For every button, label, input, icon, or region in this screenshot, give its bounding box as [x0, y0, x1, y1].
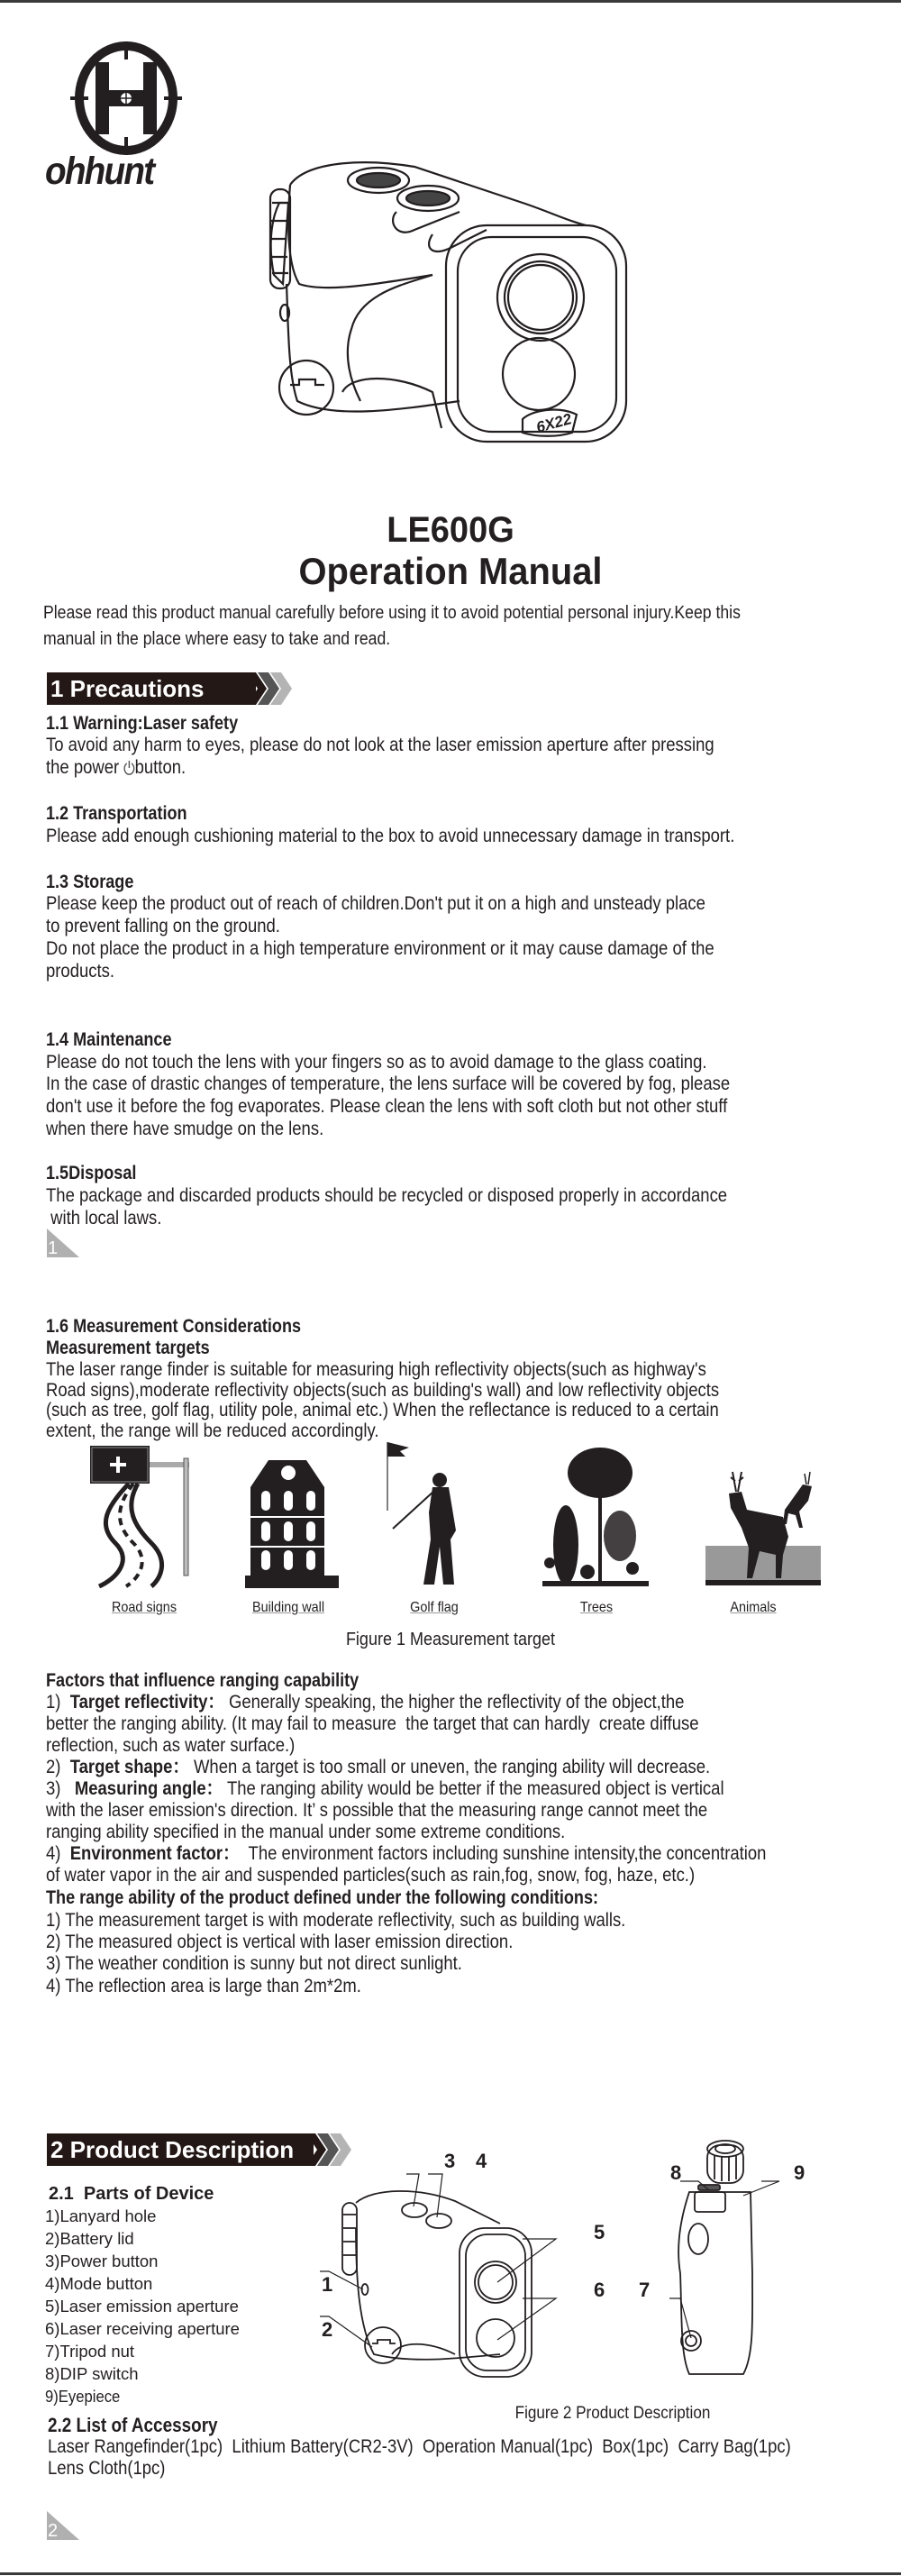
accessory-list: Lens Cloth(1pc) — [48, 2458, 166, 2479]
heading-1-1: 1.1 Warning:Laser safety — [46, 713, 239, 734]
body-text: (such as tree, golf flag, utility pole, animal etc.) When the reflectance is reduced to a certain — [46, 1400, 719, 1420]
condition-item: 2) The measured object is vertical with laser emission direction. — [46, 1932, 514, 1952]
section-title: 2 Product Description — [47, 2133, 314, 2166]
heading-1-2: 1.2 Transportation — [46, 803, 187, 824]
factor-text: The environment factors including sunshine intensity,the concentration — [239, 1843, 767, 1864]
accessory-list: Laser Rangefinder(1pc) Lithium Battery(CR2-3V) Operation Manual(1pc) Box(1pc) Carry Bag(1pc) — [48, 2436, 791, 2457]
heading-1-4: 1.4 Maintenance — [46, 1029, 172, 1050]
brand-logo — [36, 40, 207, 202]
factor-item — [46, 1778, 724, 1800]
body-text: of water vapor in the air and suspended particles(such as rain,fog, snow, fog, haze, etc.) — [46, 1865, 696, 1886]
body-text — [46, 757, 186, 779]
bottom-border — [0, 2572, 901, 2575]
body-text: products. — [46, 961, 115, 982]
parts-diagram — [320, 2138, 824, 2390]
target-label-road-signs: Road signs — [111, 1600, 177, 1615]
target-label-golf-flag: Golf flag — [410, 1600, 459, 1615]
callout-9: 9 — [794, 2161, 805, 2184]
part-item: 7)Tripod nut — [45, 2342, 135, 2361]
factor-label: Target shape： — [69, 1757, 189, 1777]
deer-illustration — [705, 1465, 832, 1586]
condition-item: 1) The measurement target is with moderate reflectivity, such as building walls. — [46, 1910, 626, 1931]
part-item: 6)Laser receiving aperture — [45, 2319, 240, 2338]
body-text: ranging ability specified in the manual under some extreme conditions. — [46, 1822, 566, 1842]
subheading-measurement-targets: Measurement targets — [46, 1338, 210, 1358]
page-number: 2 — [48, 2521, 59, 2541]
part-item: 3)Power button — [45, 2252, 159, 2270]
crosshair-h-logo-icon — [36, 40, 207, 157]
factor-number: 1) — [46, 1692, 70, 1713]
intro-line: Please read this product manual carefully before using it to avoid potential personal injury.Keep this — [43, 602, 741, 623]
section-header-product-description — [47, 2133, 353, 2166]
body-text: to prevent falling on the ground. — [46, 916, 280, 936]
condition-item: 4) The reflection area is large than 2m*2m. — [46, 1976, 361, 1996]
figure-1-caption: Figure 1 Measurement target — [345, 1630, 556, 1649]
part-item: 8)DIP switch — [45, 2364, 139, 2383]
factor-text: When a target is too small or uneven, the ranging ability will decrease. — [188, 1757, 711, 1777]
part-item: 9)Eyepiece — [45, 2387, 121, 2406]
text-span: button. — [134, 757, 187, 778]
body-text: In the case of drastic changes of temperature, the lens surface will be covered by fog, please — [46, 1073, 731, 1094]
heading-1-3: 1.3 Storage — [46, 872, 134, 892]
part-item: 4)Mode button — [45, 2274, 153, 2293]
callout-3: 3 — [444, 2150, 456, 2172]
callout-1: 1 — [322, 2273, 333, 2296]
chevron-arrows-icon — [247, 672, 303, 705]
top-border — [0, 0, 901, 3]
callout-5: 5 — [594, 2221, 605, 2243]
body-text: with local laws. — [46, 1208, 162, 1229]
section-title: 1 Precautions — [47, 672, 256, 705]
part-item: 5)Laser emission aperture — [45, 2297, 239, 2316]
heading-1-5: 1.5Disposal — [46, 1163, 137, 1183]
callout-2: 2 — [322, 2318, 333, 2341]
section-header-precautions — [47, 672, 299, 705]
body-text: The package and discarded products should be recycled or disposed properly in accordance — [46, 1185, 728, 1206]
body-text: better the ranging ability. (It may fail to measure the target that can hardly create diffuse — [46, 1713, 699, 1734]
body-text: Please do not touch the lens with your fingers so as to avoid damage to the glass coating. — [46, 1052, 707, 1073]
factor-text: Generally speaking, the higher the reflectivity of the object,the — [223, 1692, 685, 1713]
body-text: Do not place the product in a high temperature environment or it may cause damage of the — [46, 938, 714, 959]
part-item: 1)Lanyard hole — [45, 2206, 157, 2225]
target-label-building-wall: Building wall — [251, 1600, 325, 1615]
factor-text: The ranging ability would be better if the measured object is vertical — [223, 1778, 724, 1799]
callout-6: 6 — [594, 2279, 605, 2301]
body-text: Please add enough cushioning material to the box to avoid unnecessary damage in transport. — [46, 826, 735, 846]
model-title: LE600G — [387, 510, 514, 550]
factor-item — [46, 1692, 684, 1713]
target-label-trees: Trees — [579, 1600, 614, 1615]
body-text: Road signs),moderate reflectivity objects(such as building's wall) and low reflectivity objects — [46, 1380, 720, 1401]
factor-label: Target reflectivity： — [69, 1692, 224, 1713]
page-title: Operation Manual — [298, 550, 603, 592]
callout-7: 7 — [639, 2279, 651, 2301]
rangefinder-illustration — [252, 149, 649, 446]
body-text: reflection, such as water surface.) — [46, 1735, 296, 1756]
brand-wordmark: ohhunt — [45, 150, 154, 193]
heading-conditions: The range ability of the product defined under the following conditions: — [46, 1887, 599, 1908]
figure-2-caption: Figure 2 Product Description — [514, 2404, 711, 2423]
product-badge: 6X22 — [534, 410, 574, 436]
building-illustration — [245, 1460, 339, 1588]
page-number-marker — [47, 2511, 79, 2540]
intro-line: manual in the place where easy to take and read. — [43, 628, 391, 649]
page-number: 1 — [48, 1238, 59, 1258]
body-text: extent, the range will be reduced accordingly. — [46, 1420, 379, 1441]
condition-item: 3) The weather condition is sunny but not direct sunlight. — [46, 1953, 462, 1974]
callout-8: 8 — [670, 2161, 682, 2184]
heading-factors: Factors that influence ranging capability — [46, 1670, 359, 1691]
target-label-animals: Animals — [730, 1600, 777, 1615]
factor-item — [46, 1757, 710, 1778]
heading-2-2: 2.2 List of Accessory — [48, 2414, 218, 2436]
text-span: the power — [46, 757, 124, 778]
factor-number: 4) — [46, 1843, 70, 1864]
part-item: 2)Battery lid — [45, 2229, 134, 2248]
power-icon — [123, 760, 134, 776]
body-text: The laser range finder is suitable for measuring high reflectivity objects(such as highway's — [46, 1359, 706, 1380]
factor-label: Environment factor： — [69, 1843, 240, 1864]
callout-4: 4 — [476, 2150, 487, 2172]
heading-1-6: 1.6 Measurement Considerations — [46, 1316, 302, 1337]
page-number-marker — [47, 1229, 79, 1257]
body-text: when there have smudge on the lens. — [46, 1119, 324, 1139]
factor-item — [46, 1843, 766, 1865]
factor-label: Measuring angle： — [74, 1778, 223, 1799]
heading-2-1: 2.1 Parts of Device — [49, 2184, 214, 2204]
golfer-illustration — [386, 1440, 476, 1590]
trees-illustration — [542, 1446, 649, 1588]
body-text: Please keep the product out of reach of children.Don't put it on a high and unsteady place — [46, 893, 705, 914]
factor-number: 2) — [46, 1757, 70, 1777]
body-text: with the laser emission's direction. It’ s possible that the measuring range cannot meet the — [46, 1800, 708, 1821]
body-text: don't use it before the fog evaporates. Please clean the lens with soft cloth but not other stuff — [46, 1096, 728, 1117]
body-text: To avoid any harm to eyes, please do not look at the laser emission aperture after pressing — [46, 735, 714, 755]
factor-number: 3) — [46, 1778, 75, 1799]
road-sign-illustration — [88, 1444, 198, 1588]
